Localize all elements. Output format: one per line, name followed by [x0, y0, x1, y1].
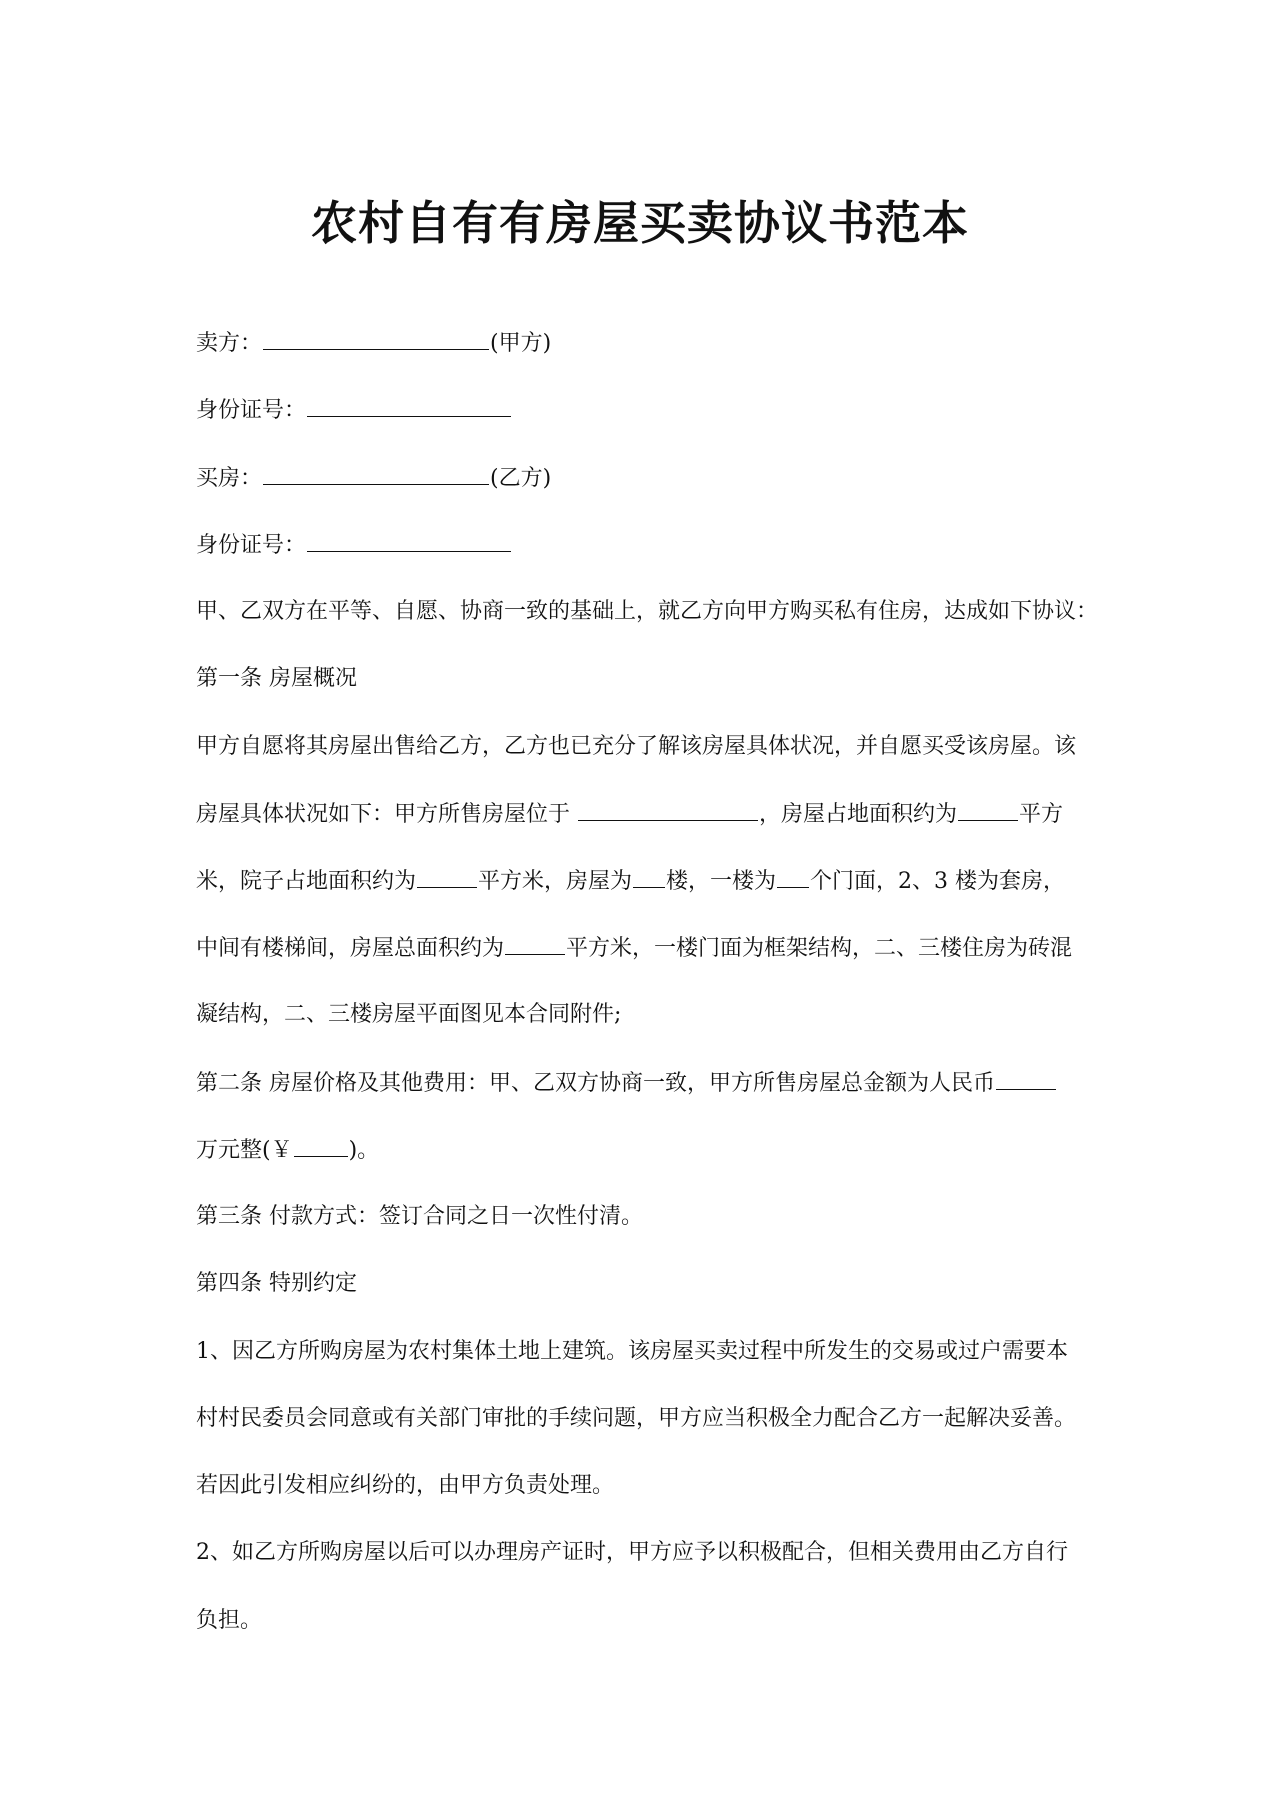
article-3: 第三条 付款方式：签订合同之日一次性付清。: [196, 1204, 643, 1229]
buyer-label: 买房：: [196, 466, 263, 491]
seller-name-blank: [263, 327, 489, 350]
article-1-text: 平方米，房屋为: [478, 869, 633, 894]
article-1-line-2: [196, 798, 1096, 831]
buyer-suffix: (乙方): [490, 466, 552, 491]
document-title: 农村自有有房屋买卖协议书范本: [311, 196, 969, 250]
seller-suffix: (甲方): [490, 331, 552, 356]
article-1-text: 米，院子占地面积约为: [196, 869, 417, 894]
yard-area-blank: [417, 865, 477, 888]
intro-paragraph: 甲、乙双方在平等、自愿、协商一致的基础上，就乙方向甲方购买私有住房，达成如下协议：: [196, 599, 1099, 624]
article-1-text: 平方: [1019, 802, 1064, 827]
article-2-line-1: [196, 1067, 1096, 1100]
floors-blank: [633, 865, 665, 888]
seller-label: 卖方：: [196, 331, 263, 356]
article-4-item-2-line-2: 负担。: [196, 1608, 263, 1633]
buyer-line: [196, 462, 1096, 495]
seller-id-blank: [307, 394, 511, 417]
article-1-text: 中间有楼梯间，房屋总面积约为: [196, 936, 505, 961]
article-1-text: 平方米，一楼门面为框架结构，二、三楼住房为砖混: [566, 936, 1073, 961]
article-1-line-5: 凝结构，二、三楼房屋平面图见本合同附件;: [196, 1002, 622, 1027]
article-4-item-1-line-2: 村村民委员会同意或有关部门审批的手续问题，甲方应当积极全力配合乙方一起解决妥善。: [196, 1406, 1077, 1431]
article-2-text: 万元整(￥: [196, 1138, 293, 1163]
buyer-id-label: 身份证号：: [196, 533, 307, 558]
article-4-item-1-line-1: 1、因乙方所购房屋为农村集体土地上建筑。该房屋买卖过程中所发生的交易或过户需要本: [196, 1339, 1069, 1364]
seller-id-label: 身份证号：: [196, 398, 307, 423]
buyer-id-line: [196, 529, 1096, 562]
article-1-line-1: 甲方自愿将其房屋出售给乙方，乙方也已充分了解该房屋具体状况，并自愿买受该房屋。该: [196, 734, 1077, 759]
price-yuan-blank: [294, 1134, 348, 1157]
article-1-text: 个门面，2、3 楼为套房，: [810, 869, 1066, 894]
article-2-line-2: [196, 1134, 1096, 1167]
article-1-line-4: [196, 932, 1096, 965]
seller-id-line: [196, 394, 1096, 427]
total-area-blank: [505, 932, 565, 955]
seller-line: [196, 327, 1096, 360]
land-area-blank: [958, 798, 1018, 821]
article-1-text: ，房屋占地面积约为: [759, 802, 958, 827]
shopfronts-blank: [777, 865, 809, 888]
article-1-title: 第一条 房屋概况: [196, 666, 357, 691]
location-blank: [578, 798, 758, 821]
article-4-item-1-line-3: 若因此引发相应纠纷的，由甲方负责处理。: [196, 1473, 615, 1498]
article-2-text: )。: [348, 1138, 380, 1163]
article-4-title: 第四条 特别约定: [196, 1271, 357, 1296]
price-blank: [996, 1067, 1056, 1090]
buyer-name-blank: [263, 462, 489, 485]
article-4-item-2-line-1: 2、如乙方所购房屋以后可以办理房产证时，甲方应予以积极配合，但相关费用由乙方自行: [196, 1540, 1069, 1565]
article-1-text: 房屋具体状况如下：甲方所售房屋位于: [196, 802, 577, 827]
buyer-id-blank: [307, 529, 511, 552]
article-1-line-3: [196, 865, 1096, 898]
article-2-text: 第二条 房屋价格及其他费用：甲、乙双方协商一致，甲方所售房屋总金额为人民币: [196, 1071, 995, 1096]
article-1-text: 楼，一楼为: [666, 869, 777, 894]
